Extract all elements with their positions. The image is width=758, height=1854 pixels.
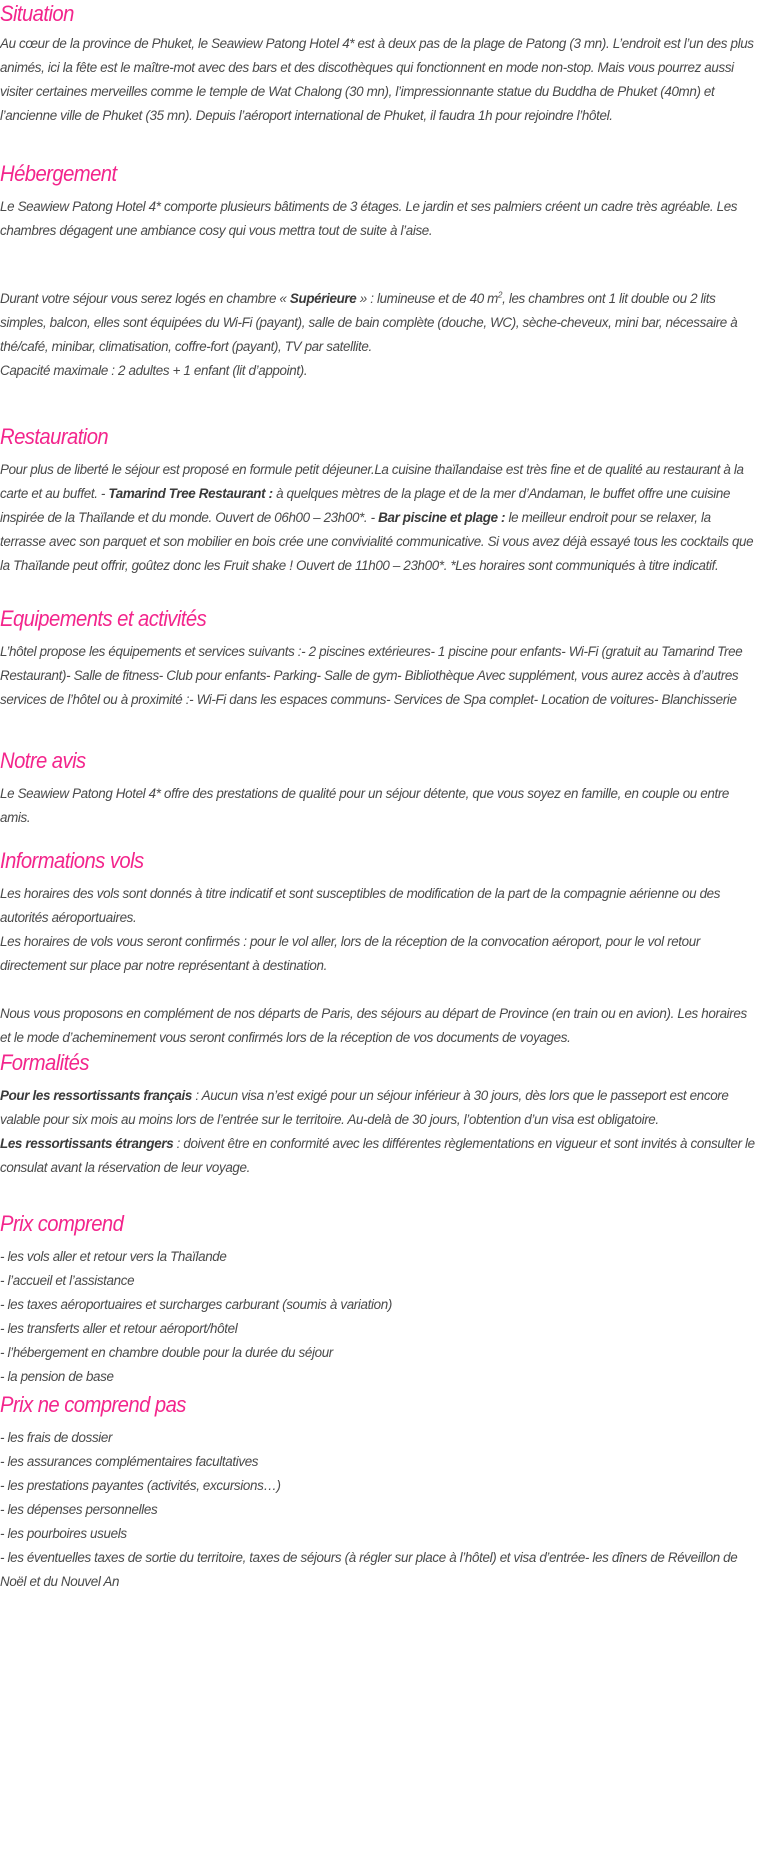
section-title-hebergement: Hébergement [0, 161, 117, 186]
section-title-equipements: Equipements et activités [0, 606, 207, 631]
list-item: - les dépenses personnelles [0, 1502, 158, 1517]
formalites-etrangers [0, 1132, 758, 1180]
formalites-etrangers-text: : doivent être en conformité avec les différentes règlementations en vigueur et sont invités à consulter le consulat avant la réservation de leur voyage. [0, 1136, 755, 1175]
section-equipements [0, 605, 758, 712]
section-title-vols: Informations vols [0, 848, 144, 873]
section-title-formalites: Formalités [0, 1050, 89, 1075]
section-prix-ne-comprend-pas [0, 1391, 758, 1594]
room-amenities: , les chambres ont 1 lit double ou 2 lits simples, balcon, elles sont équipées du Wi-Fi (payant), salle de bain complète (douche, WC), sèche-cheveux, mini bar, nécessaire à thé/café, minibar, climatisation, coffre-fort (payant), TV par satellite. [0, 291, 738, 354]
equipements-text: L’hôtel propose les équipements et services suivants :- 2 piscines extérieures- 1 piscine pour enfants- Wi-Fi (gratuit au Tamarind Tree Restaurant)- Salle de fitness- Club pour enfants- Parking- Salle de gym- Bibliothèque Avec supplément, vous aurez accès à d’autres services de l’hôtel ou à proximité :- Wi-Fi dans les espaces communs- Services de Spa complet- Location de voitures- Blanchisserie [0, 644, 743, 707]
section-avis [0, 747, 758, 830]
formalites-francais-label: Pour les ressortissants français [0, 1088, 192, 1103]
hebergement-capacity: Capacité maximale : 2 adultes + 1 enfant (lit d’appoint). [0, 363, 308, 378]
venue-tamarind-text: à quelques mètres de la plage et de la mer d’Andaman, le buffet offre une cuisine inspirée de la Thaïlande et du monde. Ouvert de 06h00 – 23h00*. - [0, 486, 731, 525]
room-size: » : lumineuse et de 40 m [356, 291, 498, 306]
formalites-francais [0, 1084, 758, 1132]
section-formalites [0, 1049, 758, 1180]
section-hebergement [0, 160, 758, 383]
list-item: - les taxes aéroportuaires et surcharges carburant (soumis à variation) [0, 1297, 392, 1312]
section-prix-comprend [0, 1210, 758, 1389]
list-item: - les vols aller et retour vers la Thaïlande [0, 1249, 227, 1264]
list-item: - la pension de base [0, 1369, 114, 1384]
restauration-intro: Pour plus de liberté le séjour est proposé en formule petit déjeuner.La cuisine thaïlandaise est très fine et de qualité au restaurant à la carte et au buffet. - [0, 462, 744, 501]
formalites-etrangers-label: Les ressortissants étrangers [0, 1136, 174, 1151]
vols-p3: Nous vous proposons en complément de nos départs de Paris, des séjours au départ de Province (en train ou en avion). Les horaires et le mode d’acheminement vous seront confirmés lors de la réception de vos documents de voyages. [0, 1006, 747, 1045]
venue-bar-name: Bar piscine et plage : [378, 510, 506, 525]
list-item: - les frais de dossier [0, 1430, 113, 1445]
section-title-prix-ne-comprend-pas: Prix ne comprend pas [0, 1392, 186, 1417]
avis-text: Le Seawiew Patong Hotel 4* offre des prestations de qualité pour un séjour détente, que vous soyez en famille, en couple ou entre amis. [0, 786, 730, 825]
list-item: - les pourboires usuels [0, 1526, 127, 1541]
vols-p2: Les horaires de vols vous seront confirmés : pour le vol aller, lors de la réception de la convocation aéroport, pour le vol retour directement sur place par notre représentant à destination. [0, 934, 700, 973]
room-size-sup: 2 [497, 290, 503, 300]
section-title-avis: Notre avis [0, 748, 86, 773]
venue-tamarind-name: Tamarind Tree Restaurant : [108, 486, 273, 501]
room-type: Supérieure [289, 291, 357, 306]
hebergement-room-description [0, 287, 758, 359]
list-item: - l’hébergement en chambre double pour la durée du séjour [0, 1345, 333, 1360]
list-item: - l’accueil et l’assistance [0, 1273, 135, 1288]
list-item: - les prestations payantes (activités, excursions…) [0, 1478, 281, 1493]
prix-ne-comprend-pas-list [0, 1426, 758, 1594]
section-title-restauration: Restauration [0, 424, 109, 449]
section-restauration [0, 423, 758, 578]
section-vols [0, 847, 758, 1050]
vols-p1: Les horaires des vols sont donnés à titre indicatif et sont susceptibles de modification de la part de la compagnie aérienne ou des autorités aéroportuaires. [0, 886, 721, 925]
list-item: - les assurances complémentaires facultatives [0, 1454, 259, 1469]
venue-bar-text: le meilleur endroit pour se relaxer, la terrasse avec son parquet et son mobilier en bois crée une convivialité communicative. Si vous avez déjà essayé tous les cocktails que la Thaïlande peut offrir, goûtez donc les Fruit shake ! Ouvert de 11h00 – 23h00*. *Les horaires sont communiqués à titre indicatif. [0, 510, 754, 573]
spacer [0, 978, 758, 1002]
situation-text: Au cœur de la province de Phuket, le Seawiew Patong Hotel 4* est à deux pas de la plage de Patong (3 mn). L’endroit est l’un des plus animés, ici la fête est le maître-mot avec des bars et des discothèques qui fonctionnent en mode non-stop. Mais vous pourrez aussi visiter certaines merveilles comme le temple de Wat Chalong (30 mn), l’impressionnante statue du Buddha de Phuket (40mn) et l’ancienne ville de Phuket (35 mn). Depuis l’aéroport international de Phuket, il faudra 1h pour rejoindre l’hôtel. [0, 36, 754, 123]
list-item: - les transferts aller et retour aéroport/hôtel [0, 1321, 238, 1336]
section-situation [0, 0, 758, 128]
restauration-text [0, 458, 758, 578]
room-prefix: Durant votre séjour vous serez logés en chambre « [0, 291, 290, 306]
hebergement-intro: Le Seawiew Patong Hotel 4* comporte plusieurs bâtiments de 3 étages. Le jardin et ses palmiers créent un cadre très agréable. Les chambres dégagent une ambiance cosy qui vous mettra tout de suite à l’aise. [0, 199, 738, 238]
list-item: - les éventuelles taxes de sortie du territoire, taxes de séjours (à régler sur place à l’hôtel) et visa d’entrée- les dîners de Réveillon de Noël et du Nouvel An [0, 1550, 738, 1589]
prix-comprend-list [0, 1245, 758, 1389]
section-title-situation: Situation [0, 1, 74, 26]
formalites-francais-text: : Aucun visa n’est exigé pour un séjour inférieur à 30 jours, dès lors que le passeport est encore valable pour six mois au moins lors de l’entrée sur le territoire. Au-delà de 30 jours, l’obtention d’un visa est obligatoire. [0, 1088, 729, 1127]
section-title-prix-comprend: Prix comprend [0, 1211, 124, 1236]
